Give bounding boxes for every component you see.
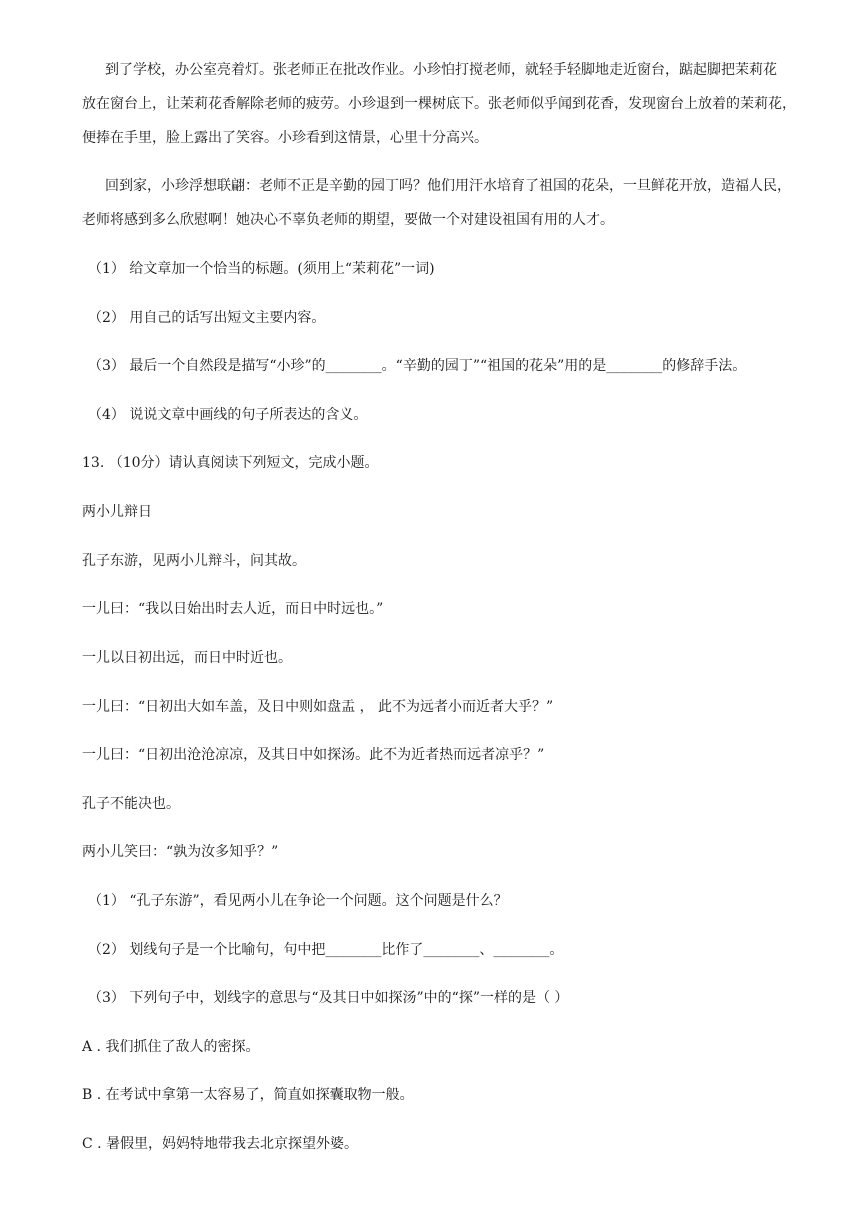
passage-line: 便捧在手里，脸上露出了笑容。小珍看到这情景，心里十分高兴。 (82, 130, 488, 146)
question-item: （3） 最后一个自然段是描写“小珍”的________。“辛勤的园丁”“祖国的花朵”用的是________的修辞手法。 (88, 358, 747, 374)
passage-line: 两小儿笑曰：“孰为汝多知乎？” (82, 844, 279, 860)
passage-line: 回到家，小珍浮想联翩：老师不正是辛勤的园丁吗？他们用汗水培育了祖国的花朵，一旦鲜花开放，造福人民， (105, 178, 791, 194)
answer-option-a: A . 我们抓住了敌人的密探。 (82, 1039, 260, 1055)
passage-line: 一儿曰：“日初出大如车盖，及日中则如盘盂 ， 此不为远者小而近者大乎？” (82, 699, 554, 715)
answer-option-c: C . 暑假里，妈妈特地带我去北京探望外婆。 (82, 1136, 359, 1152)
answer-option-b: B . 在考试中拿第一太容易了，简直如探囊取物一般。 (82, 1087, 414, 1103)
passage-title: 两小儿辩日 (82, 504, 152, 520)
question-item: （2） 划线句子是一个比喻句，句中把________比作了________、________。 (88, 942, 564, 958)
question-item: （2） 用自己的话写出短文主要内容。 (88, 310, 326, 326)
passage-line: 孔子东游，见两小儿辩斗，问其故。 (82, 553, 306, 569)
passage-line: 一儿曰：“日初出沧沧凉凉，及其日中如探汤。此不为近者热而远者凉乎？” (82, 747, 545, 763)
passage-line: 孔子不能决也。 (82, 796, 180, 812)
passage-line: 一儿以日初出远，而日中时近也。 (82, 650, 292, 666)
question-item: （4） 说说文章中画线的句子所表达的含义。 (88, 407, 368, 423)
passage-line: 到了学校，办公室亮着灯。张老师正在批改作业。小珍怕打搅老师，就轻手轻脚地走近窗台，踮起脚把茉莉花 (105, 62, 777, 78)
question-item: （3） 下列句子中，划线字的意思与“及其日中如探汤”中的“探”一样的是（ ） (88, 990, 569, 1006)
passage-line: 放在窗台上，让茉莉花香解除老师的疲劳。小珍退到一棵树底下。张老师似乎闻到花香，发现窗台上放着的茉莉花， (82, 96, 796, 112)
question-header: 13. （10分）请认真阅读下列短文，完成小题。 (82, 455, 379, 471)
question-item: （1） “孔子东游”，看见两小儿在争论一个问题。这个问题是什么？ (88, 893, 508, 909)
question-item: （1） 给文章加一个恰当的标题。(须用上“茉莉花”一词) (88, 261, 435, 277)
passage-line: 老师将感到多么欣慰啊！她决心不辜负老师的期望，要做一个对建设祖国有用的人才。 (82, 212, 614, 228)
passage-line: 一儿曰：“我以日始出时去人近，而日中时远也。” (82, 601, 384, 617)
